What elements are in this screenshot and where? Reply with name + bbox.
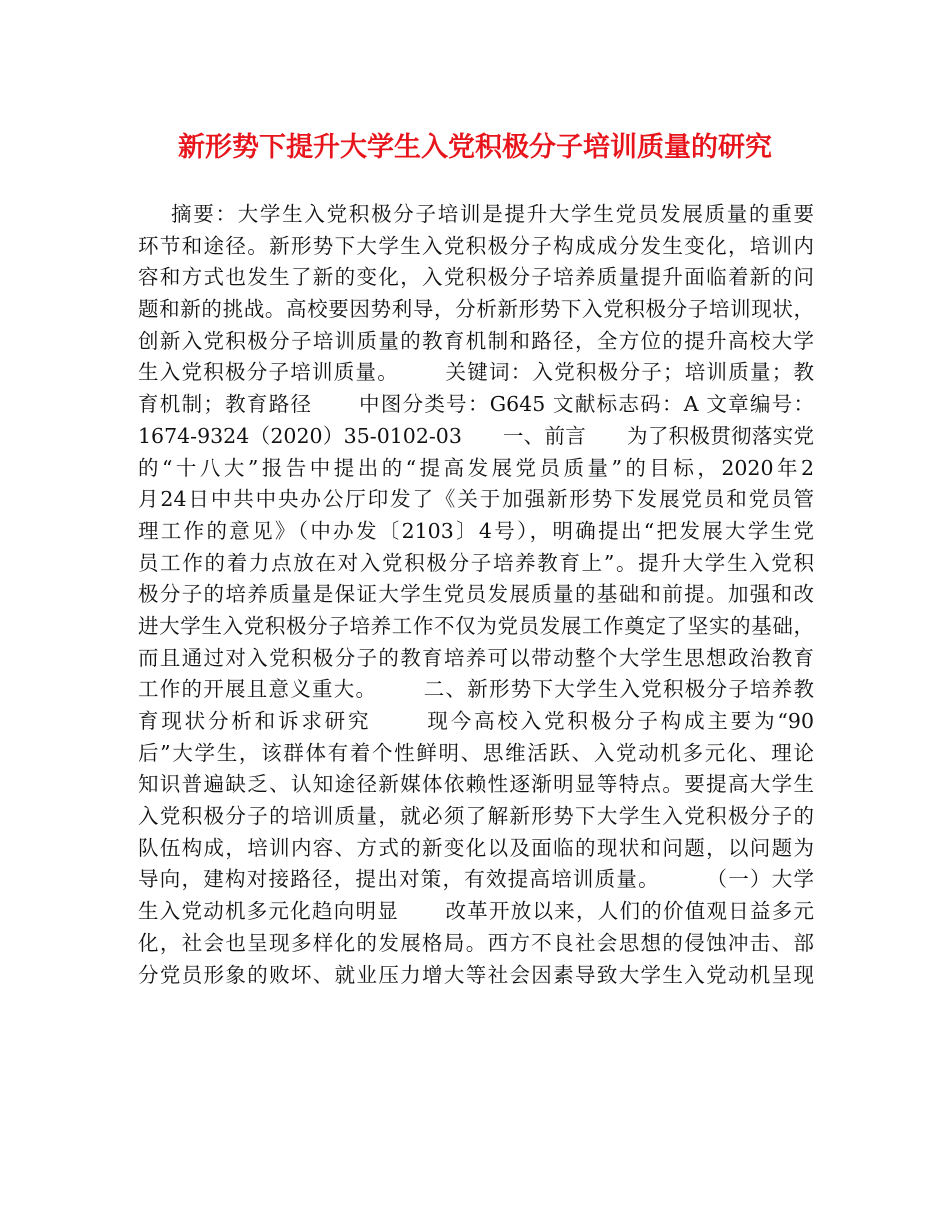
- body-line: 生入党积极分子培训质量。 关键词：入党积极分子；培训质量；教: [138, 360, 814, 385]
- body-line: 环节和途径。新形势下大学生入党积极分子构成成分发生变化，培训内: [138, 233, 814, 258]
- body-line: 入党积极分子的培训质量，就必须了解新形势下大学生入党积极分子的: [138, 804, 814, 829]
- document-body: [138, 199, 814, 991]
- body-line: 而且通过对入党积极分子的教育培养可以带动整个大学生思想政治教育: [138, 645, 814, 670]
- body-line: 化，社会也呈现多样化的发展格局。西方不良社会思想的侵蚀冲击、部: [138, 930, 814, 955]
- body-line: 育机制；教育路径 中图分类号：G645 文献标志码：A 文章编号：: [138, 392, 814, 417]
- body-line: 分党员形象的败坏、就业压力增大等社会因素导致大学生入党动机呈现: [138, 962, 814, 987]
- body-line: 创新入党积极分子培训质量的教育机制和路径，全方位的提升高校大学: [138, 328, 814, 353]
- body-line: 理工作的意见》（中办发〔2103〕4号），明确提出“把发展大学生党: [138, 518, 814, 543]
- body-line: 1674-9324（2020）35-0102-03 一、前言 为了积极贯彻落实党: [138, 423, 814, 448]
- body-line: 的“十八大”报告中提出的“提高发展党员质量”的目标，2020年2: [138, 455, 814, 480]
- document-title: 新形势下提升大学生入党积极分子培训质量的研究: [178, 132, 772, 163]
- body-line: 后”大学生，该群体有着个性鲜明、思维活跃、入党动机多元化、理论: [138, 740, 814, 765]
- body-line: 月24日中共中央办公厅印发了《关于加强新形势下发展党员和党员管: [138, 487, 814, 512]
- body-line: 进大学生入党积极分子培养工作不仅为党员发展工作奠定了坚实的基础，: [138, 613, 814, 638]
- body-line: 题和新的挑战。高校要因势利导，分析新形势下入党积极分子培训现状，: [138, 297, 814, 322]
- body-line: 队伍构成，培训内容、方式的新变化以及面临的现状和问题，以问题为: [138, 835, 814, 860]
- body-line: 工作的开展且意义重大。 二、新形势下大学生入党积极分子培养教: [138, 677, 814, 702]
- body-line: 导向，建构对接路径，提出对策，有效提高培训质量。 （一）大学: [138, 867, 814, 892]
- body-line: 员工作的着力点放在对入党积极分子培养教育上”。提升大学生入党积: [138, 550, 814, 575]
- body-line: 容和方式也发生了新的变化，入党积极分子培养质量提升面临着新的问: [138, 265, 814, 290]
- body-line: 极分子的培养质量是保证大学生党员发展质量的基础和前提。加强和改: [138, 582, 814, 607]
- body-line: 育现状分析和诉求研究 现今高校入党积极分子构成主要为“90: [138, 709, 814, 733]
- body-line: 知识普遍缺乏、认知途径新媒体依赖性逐渐明显等特点。要提高大学生: [138, 772, 814, 797]
- body-line: 生入党动机多元化趋向明显 改革开放以来，人们的价值观日益多元: [138, 899, 814, 924]
- body-line: 摘要：大学生入党积极分子培训是提升大学生党员发展质量的重要: [138, 202, 814, 226]
